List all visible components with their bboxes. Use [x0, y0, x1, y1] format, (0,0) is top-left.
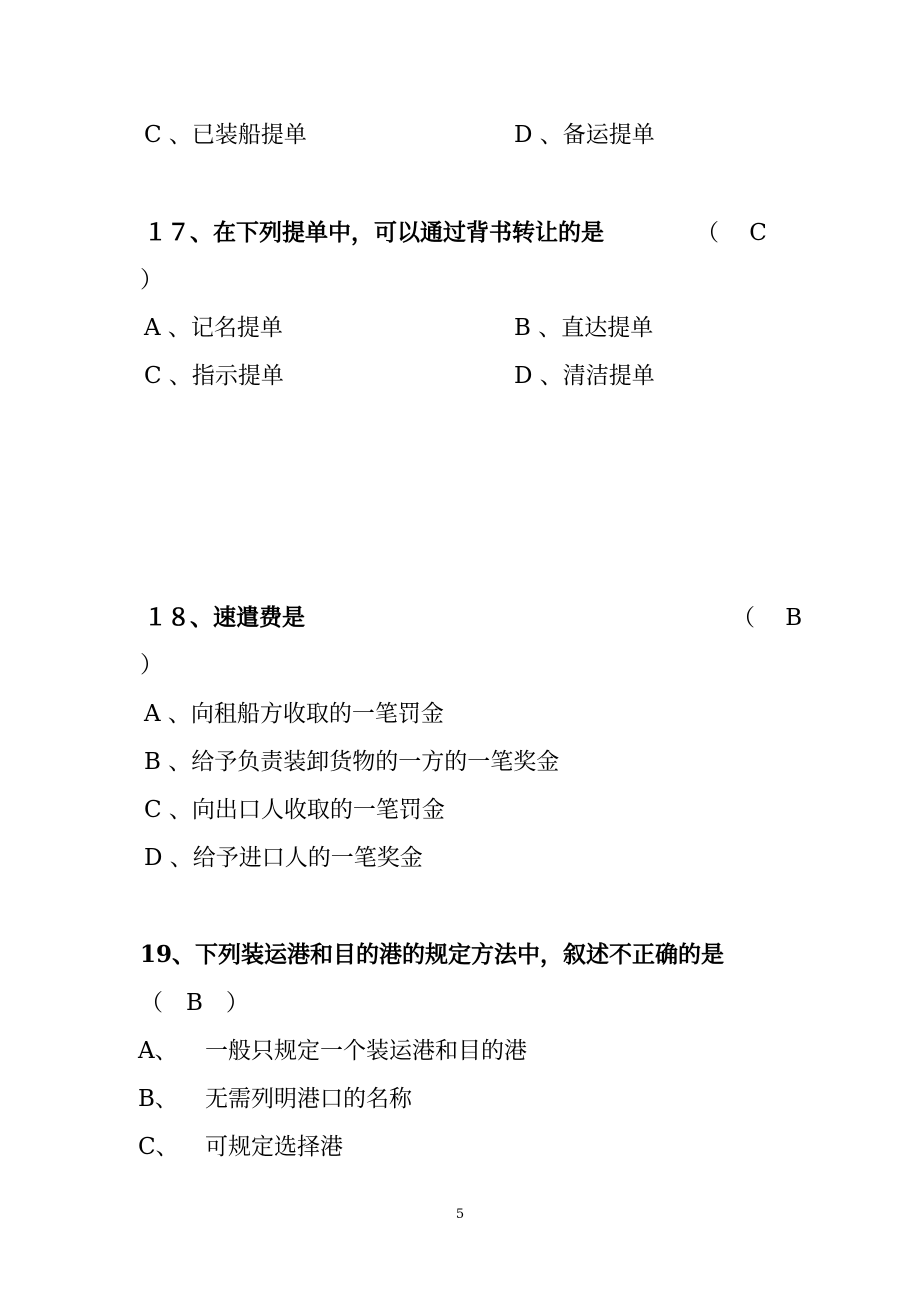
q18-stem: １８、速遣费是 — [144, 604, 305, 631]
q17-option-c: C 、指示提单 — [144, 363, 284, 389]
q16-option-c: C 、已装船提单 — [144, 122, 307, 148]
q19-option-c-text: 可规定选择港 — [205, 1134, 343, 1160]
q19-option-a-letter: A、 — [138, 1038, 178, 1064]
q17-answer-open: （ C — [696, 220, 767, 246]
q19-answer: （ B ） — [140, 990, 249, 1016]
q19-option-c-letter: C、 — [138, 1134, 179, 1160]
q18-option-b: B 、给予负责装卸货物的一方的一笔奖金 — [144, 749, 560, 775]
q17-stem: １７、在下列提单中，可以通过背书转让的是 — [144, 219, 604, 246]
q18-option-a: A 、向租船方收取的一笔罚金 — [144, 701, 444, 727]
q18-answer-open: （ B — [732, 605, 803, 631]
q17-option-d: D 、清洁提单 — [514, 363, 655, 389]
q18-option-c: C 、向出口人收取的一笔罚金 — [144, 797, 445, 823]
q17-option-a: A 、记名提单 — [144, 315, 283, 341]
q18-answer-close: ） — [140, 652, 163, 678]
q17-answer-close: ） — [140, 267, 163, 293]
q19-option-a-text: 一般只规定一个装运港和目的港 — [205, 1038, 527, 1064]
q19-stem: 19、下列装运港和目的港的规定方法中，叙述不正确的是 — [140, 941, 725, 968]
q19-option-b-letter: B、 — [138, 1086, 178, 1112]
q17-option-b: B 、直达提单 — [514, 315, 654, 341]
q19-option-b-text: 无需列明港口的名称 — [205, 1086, 412, 1112]
q18-option-d: D 、给予进口人的一笔奖金 — [144, 845, 423, 871]
page-number: 5 — [455, 1207, 465, 1222]
q16-option-d: D 、备运提单 — [514, 122, 655, 148]
